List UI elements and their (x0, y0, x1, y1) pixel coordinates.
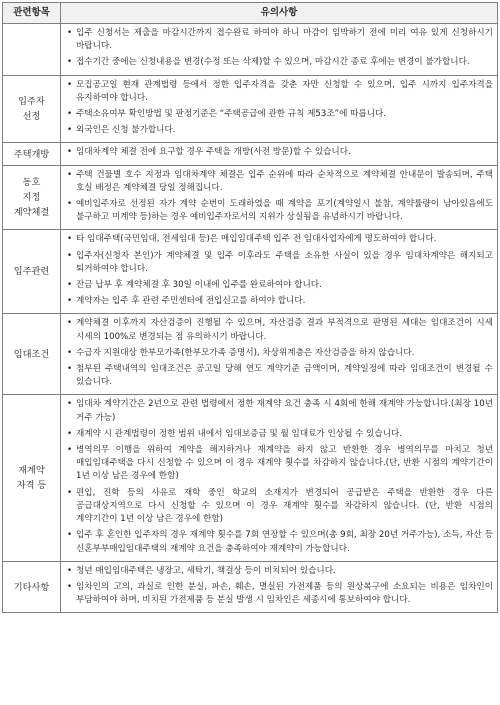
list-item: • 주택 건물별 호수 지정과 임대차계약 체결은 입주 순위에 따라 순차적으로 계약체결 안내문이 발송되며, 주택 호실 배정은 계약체결 당일 정해집니다. (64, 169, 493, 195)
notes-list (64, 146, 493, 159)
notes-list (64, 169, 493, 225)
list-item: • 임차인의 고의, 과실로 인한 분실, 파손, 훼손, 멸실된 가전제품 등의 원상복구에 소요되는 비용은 임차인이 부담하여야 하며, 비치된 가전제품 등 분실 발생 시 임차인은 세종시에 통보하여야 합니다. (64, 581, 493, 607)
row-notes (61, 561, 498, 613)
list-item: • 임대차계약 체결 전에 요구할 경우 주택을 개방(사전 방문)할 수 있습니다. (64, 146, 493, 159)
list-item: • 임대차 계약기간은 2년으로 관련 법령에서 정한 재계약 요건 충족 시 4회에 한해 재계약 가능합니다.(최장 10년 거주 가능) (64, 398, 493, 424)
list-item: • 입주 신청서는 제출을 마감시간까지 접수완료 하여야 하니 마감이 임박하기 전에 미리 여유 있게 신청하시기 바랍니다. (64, 27, 493, 53)
table-row (3, 75, 498, 143)
list-item: • 입주자(신청자 본인)가 계약체결 및 입주 이후라도 주택을 소유한 사실이 있을 경우 임대차계약은 해지되고 퇴거하여야 합니다. (64, 250, 493, 276)
row-category: 입주관련 (3, 230, 61, 314)
notes-list (64, 27, 493, 70)
row-category (3, 24, 61, 76)
table-row (3, 143, 498, 165)
row-notes (61, 230, 498, 314)
notice-rows (3, 24, 498, 613)
list-item: • 접수기간 중에는 신청내용을 변경(수정 또는 삭제)할 수 있으며, 마감시간 종료 후에는 변경이 불가합니다. (64, 56, 493, 69)
list-item: • 편입, 진학 등의 사유로 재학 중인 학교의 소재지가 변경되어 공급받은 주택을 반환한 경우 다른 공급대상지역으로 다시 신청할 수 있으며 이 경우 재계약 횟수를 차감하지 않습니다. (단, 반환 시점의 계약기간이 1년 이상 남은 경우에 한함) (64, 487, 493, 527)
list-item: • 계약자는 입주 후 관련 주민센터에 전입신고를 하여야 합니다. (64, 295, 493, 308)
notes-list (64, 398, 493, 555)
row-category: 재계약 자격 등 (3, 395, 61, 561)
list-item: • 첨부된 주택내역의 임대조건은 공고일 당해 연도 계약기준 금액이며, 계약일정에 따라 임대조건이 변경될 수 있습니다. (64, 363, 493, 389)
notes-list (64, 79, 493, 138)
list-item: • 계약체결 이후까지 자산검증이 진행될 수 있으며, 자산검증 결과 부적격으로 판명된 세대는 임대조건이 시세 시세의 100%로 변경되는 점 유의하시기 바랍니다. (64, 317, 493, 343)
list-item: • 병역의무 이행을 위하여 계약을 해지하거나 재계약을 하지 않고 반환한 경우 병역의무를 마치고 청년 매입임대주택을 다시 신청할 수 있으며 이 경우 재계약 횟수를 차감하지 않습니다.(단, 반환 시점의 계약기간이 1년 이상 남은 경우에 한함) (64, 444, 493, 484)
notes-list (64, 317, 493, 389)
row-notes (61, 75, 498, 143)
row-notes (61, 314, 498, 395)
notice-table (2, 2, 498, 613)
list-item: • 재계약 시 관계법령이 정한 범위 내에서 임대보증금 및 월 임대료가 인상될 수 있습니다. (64, 428, 493, 441)
list-item: • 청년 매입임대주택은 냉장고, 세탁기, 책걸상 등이 비치되어 있습니다. (64, 565, 493, 578)
list-item: • 예비입주자로 선정된 자가 계약 순번이 도래하였을 때 계약을 포기(계약일시 불참, 계약률량이 남아있음에도 불구하고 미계약 등)하는 경우 예비입주자로서의 지위가 상실됨을 유념하시기 바랍니다. (64, 198, 493, 224)
notes-list (64, 233, 493, 308)
row-category: 기타사항 (3, 561, 61, 613)
list-item: • 타 임대주택(국민임대, 전세임대 등)은 매입임대주택 입주 전 임대사업자에게 명도하여야 합니다. (64, 233, 493, 246)
row-category: 동호 지정 계약체결 (3, 165, 61, 230)
header-category: 관련항목 (3, 3, 61, 24)
table-row (3, 395, 498, 561)
table-row (3, 314, 498, 395)
notes-list (64, 565, 493, 608)
row-category: 주택개방 (3, 143, 61, 165)
list-item: • 수급자 지원대상 한부모가족(한부모가족 증명서), 차상위계층은 자산검증을 하지 않습니다. (64, 347, 493, 360)
header-notes: 유의사항 (61, 3, 498, 24)
table-row (3, 561, 498, 613)
table-row (3, 24, 498, 76)
list-item: • 입주 후 혼인한 입주자의 경우 재계약 횟수를 7회 연장할 수 있으며(총 9회, 최장 20년 거주가능), 소득, 자산 등 신혼부부매입임대주택의 재계약 요건을 충족하여야 재계약이 가능합니다. (64, 529, 493, 555)
header-row (3, 3, 498, 24)
table-row (3, 230, 498, 314)
list-item: • 잔금 납부 후 계약체결 후 30일 이내에 입주를 완료하여야 합니다. (64, 279, 493, 292)
row-notes (61, 24, 498, 76)
row-notes (61, 395, 498, 561)
list-item: • 모집공고일 현재 관계법령 등에서 정한 입주자격을 갖춘 자만 신청할 수 있으며, 입주 시까지 입주자격을 유지하여야 합니다. (64, 79, 493, 105)
row-notes (61, 143, 498, 165)
row-category: 임대조건 (3, 314, 61, 395)
list-item: • 주택소유여부 확인방법 및 판정기준은 “주택공급에 관한 규칙 제53조”에 따릅니다. (64, 108, 493, 121)
table-row (3, 165, 498, 230)
list-item: • 외국인은 신청 불가합니다. (64, 124, 493, 137)
row-notes (61, 165, 498, 230)
row-category: 입주자 선정 (3, 75, 61, 143)
